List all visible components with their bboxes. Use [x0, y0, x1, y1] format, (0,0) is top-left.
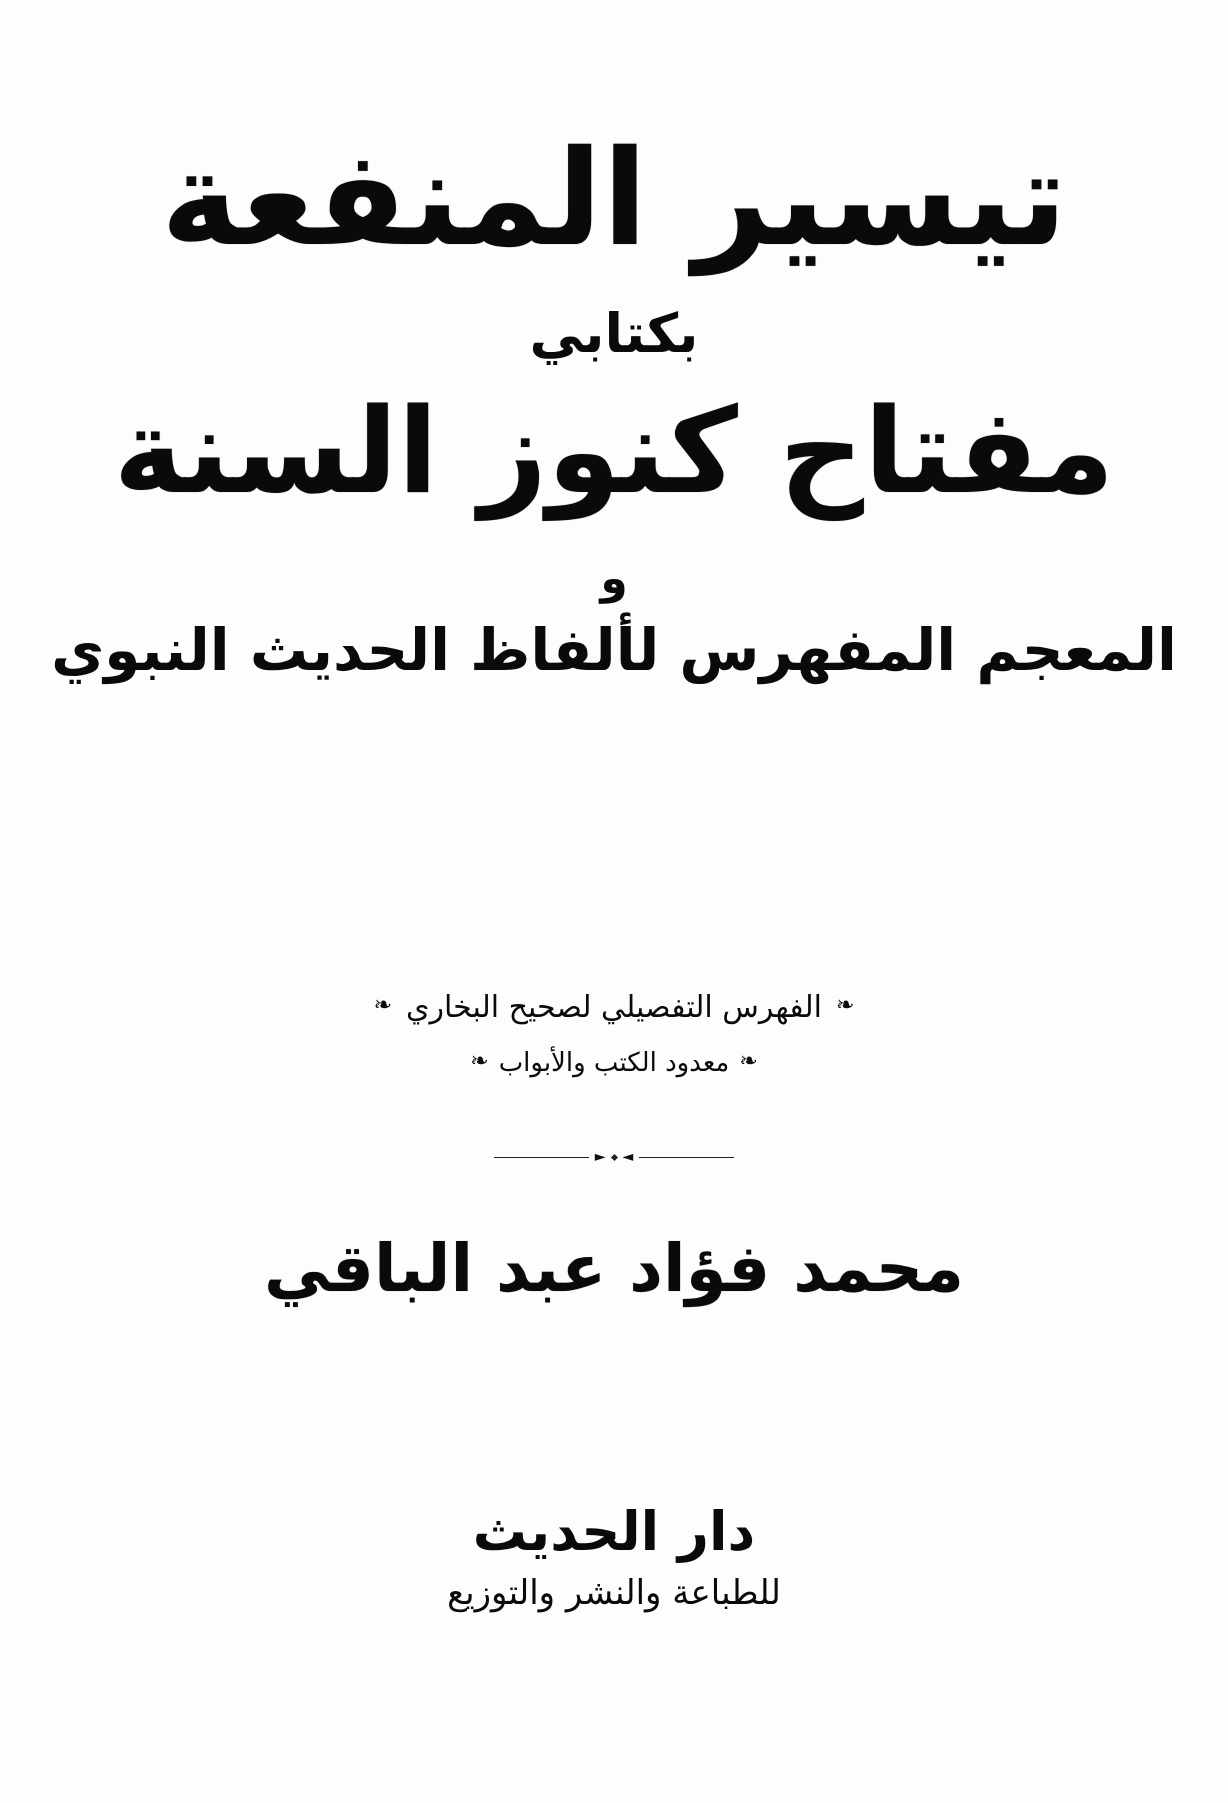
publisher-name: دار الحديث: [472, 1500, 756, 1563]
title-conjunction: و: [600, 552, 628, 604]
publisher-tagline: للطباعة والنشر والتوزيع: [447, 1573, 781, 1613]
divider-diamond-icon: [610, 1153, 617, 1160]
book-second-title: مفتاح كنوز السنة: [113, 382, 1115, 521]
decorative-divider: [494, 1150, 734, 1164]
author-block: [0, 1230, 1228, 1307]
author-name: محمد فؤاد عبد الباقي: [263, 1230, 965, 1307]
publisher-block: [0, 1500, 1228, 1613]
index-note-line-1: الفهرس التفصيلي لصحيح البخاري: [406, 990, 822, 1025]
title-block: [0, 110, 1228, 691]
title-connector: بكتابي: [529, 302, 699, 366]
book-main-title: تيسير المنفعة: [160, 122, 1068, 276]
ornament-icon: ❧: [835, 992, 855, 1018]
index-note-line-2: معدود الكتب والأبواب: [498, 1048, 730, 1078]
divider-bar-right: [494, 1157, 589, 1158]
divider-chevron-right-icon: ►: [594, 1149, 606, 1165]
divider-bar-left: [639, 1157, 734, 1158]
index-note-line-2-row: [0, 1044, 1228, 1083]
index-note-block: [0, 985, 1228, 1083]
ornament-icon: ❧: [470, 1048, 489, 1074]
index-note-line-1-row: [0, 985, 1228, 1030]
ornament-icon: ❧: [373, 992, 393, 1018]
divider-chevron-left-icon: ◄: [622, 1149, 634, 1165]
ornament-icon: ❧: [739, 1048, 758, 1074]
book-third-title: المعجم المفهرس لألفاظ الحديث النبوي: [51, 615, 1177, 684]
